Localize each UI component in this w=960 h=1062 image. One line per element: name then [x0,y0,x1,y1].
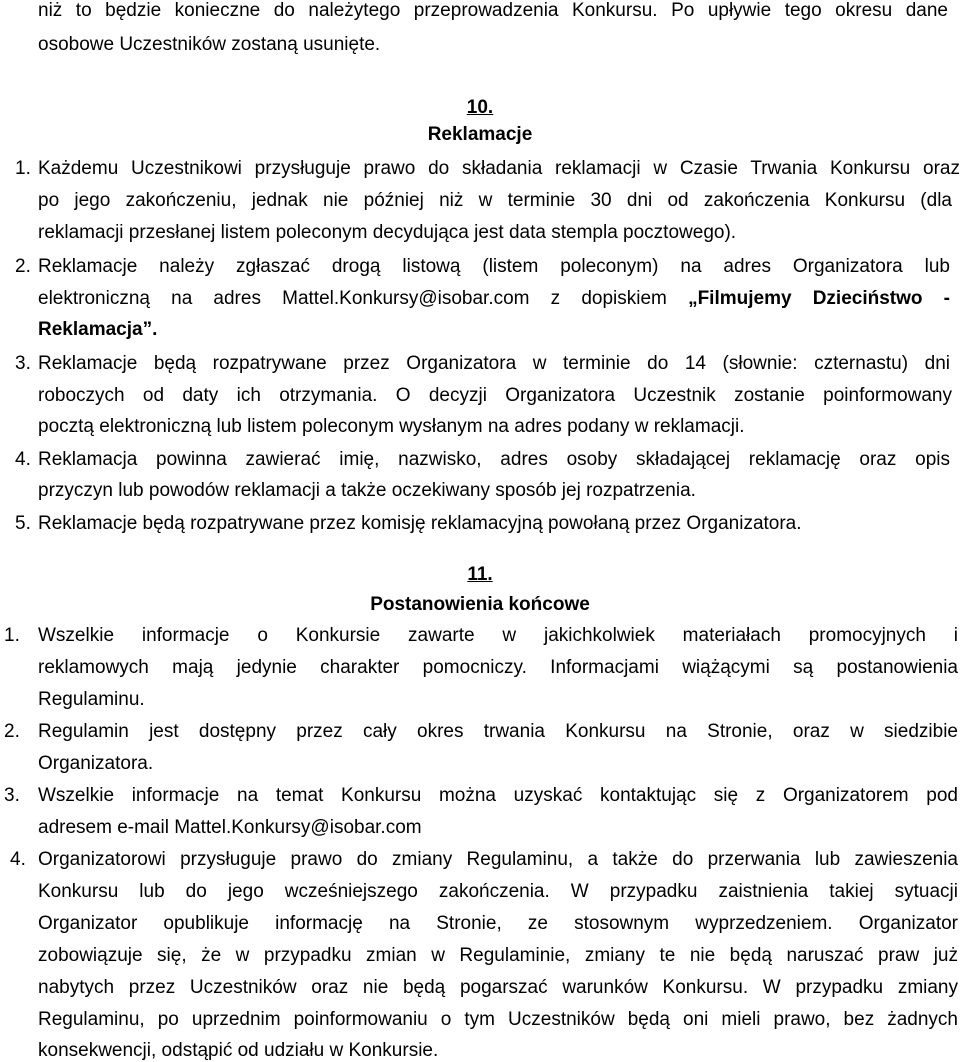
quoted-title: „Filmujemy Dzieciństwo - [688,288,950,309]
list-number: 3. [15,353,31,374]
list-item-line: konsekwencji, odstąpić od udziału w Konkursie. [38,1040,439,1061]
list-item-line: Reklamacje należy zgłaszać drogą listową (listem poleconym) na adres Organizatora lub [38,256,950,277]
list-item-line: Konkursu lub do jego wcześniejszego zakończenia. W przypadku zaistnienia takiej sytuacji [38,881,958,902]
list-item-line: Organizatorowi przysługuje prawo do zmiany Regulaminu, a także do przerwania lub zawieszenia [38,849,958,870]
list-item-line: Organizatora. [38,753,154,774]
list-item-line: pocztą elektroniczną lub listem poleconym wysłanym na adres podany w reklamacji. [38,416,745,437]
list-item-line: Reklamacje będą rozpatrywane przez Organizatora w terminie do 14 (słownie: czternastu) dni [38,353,950,374]
section-title: Postanowienia końcowe [370,594,590,615]
list-item-text: elektroniczną na adres Mattel.Konkursy@isobar.com z dopiskiem [38,288,689,309]
list-item-line: nabytych przez Uczestników oraz nie będą pogarszać warunków Konkursu. W przypadku zmiany [38,977,958,998]
list-item-line [38,288,950,310]
section-title: Reklamacje [427,124,533,145]
list-item-line: Reklamacja powinna zawierać imię, nazwisko, adres osoby składającej reklamację oraz opis [38,449,950,470]
list-item-line: Reklamacje będą rozpatrywane przez komisję reklamacyjną powołaną przez Organizatora. [38,513,802,534]
list-item-line: Wszelkie informacje o Konkursie zawarte w jakichkolwiek materiałach promocyjnych i [38,625,958,646]
list-item-line: Wszelkie informacje na temat Konkursu można uzyskać kontaktując się z Organizatorem pod [38,785,958,806]
list-number: 2. [15,256,31,277]
paragraph-line: niż to będzie konieczne do należytego przeprowadzenia Konkursu. Po upływie tego okresu dane [38,0,948,21]
list-number: 3. [4,785,20,806]
list-item-line: Regulaminu, po uprzednim poinformowaniu o tym Uczestników będą oni mieli prawo, bez żadnych [38,1009,958,1030]
list-item-line: Regulaminu. [38,689,145,710]
list-number: 1. [4,625,20,646]
list-number: 5. [15,513,31,534]
list-item-line: adresem e-mail Mattel.Konkursy@isobar.com [38,817,422,838]
list-item-line: reklamowych mają jedynie charakter pomocniczy. Informacjami wiążącymi są postanowienia [38,657,958,678]
list-item-line: Każdemu Uczestnikowi przysługuje prawo do składania reklamacji w Czasie Trwania Konkursu oraz [38,158,960,179]
list-item-line: po jego zakończeniu, jednak nie później niż w terminie 30 dni od zakończenia Konkursu (dla [38,190,952,211]
list-number: 1. [15,158,31,179]
quoted-title-end: Reklamacja”. [38,319,158,340]
section-number: 10. [466,97,494,118]
list-item-line: reklamacji przesłanej listem poleconym decydująca jest data stempla pocztowego). [38,222,737,243]
list-item-line: Organizator opublikuje informację na Stronie, ze stosownym wyprzedzeniem. Organizator [38,913,958,934]
list-item-line: przyczyn lub powodów reklamacji a także oczekiwany sposób jej rozpatrzenia. [38,480,696,501]
list-item-line: roboczych od daty ich otrzymania. O decyzji Organizatora Uczestnik zostanie poinformowany [38,385,952,406]
list-number: 4. [10,849,26,870]
paragraph-line: osobowe Uczestników zostaną usunięte. [38,34,381,55]
list-number: 4. [15,449,31,470]
list-item-line: zobowiązuje się, że w przypadku zmian w Regulaminie, zmiany te nie będą naruszać praw już [38,945,958,966]
section-number: 11. [467,564,493,585]
list-number: 2. [4,721,20,742]
list-item-line: Regulamin jest dostępny przez cały okres trwania Konkursu na Stronie, oraz w siedzibie [38,721,958,742]
